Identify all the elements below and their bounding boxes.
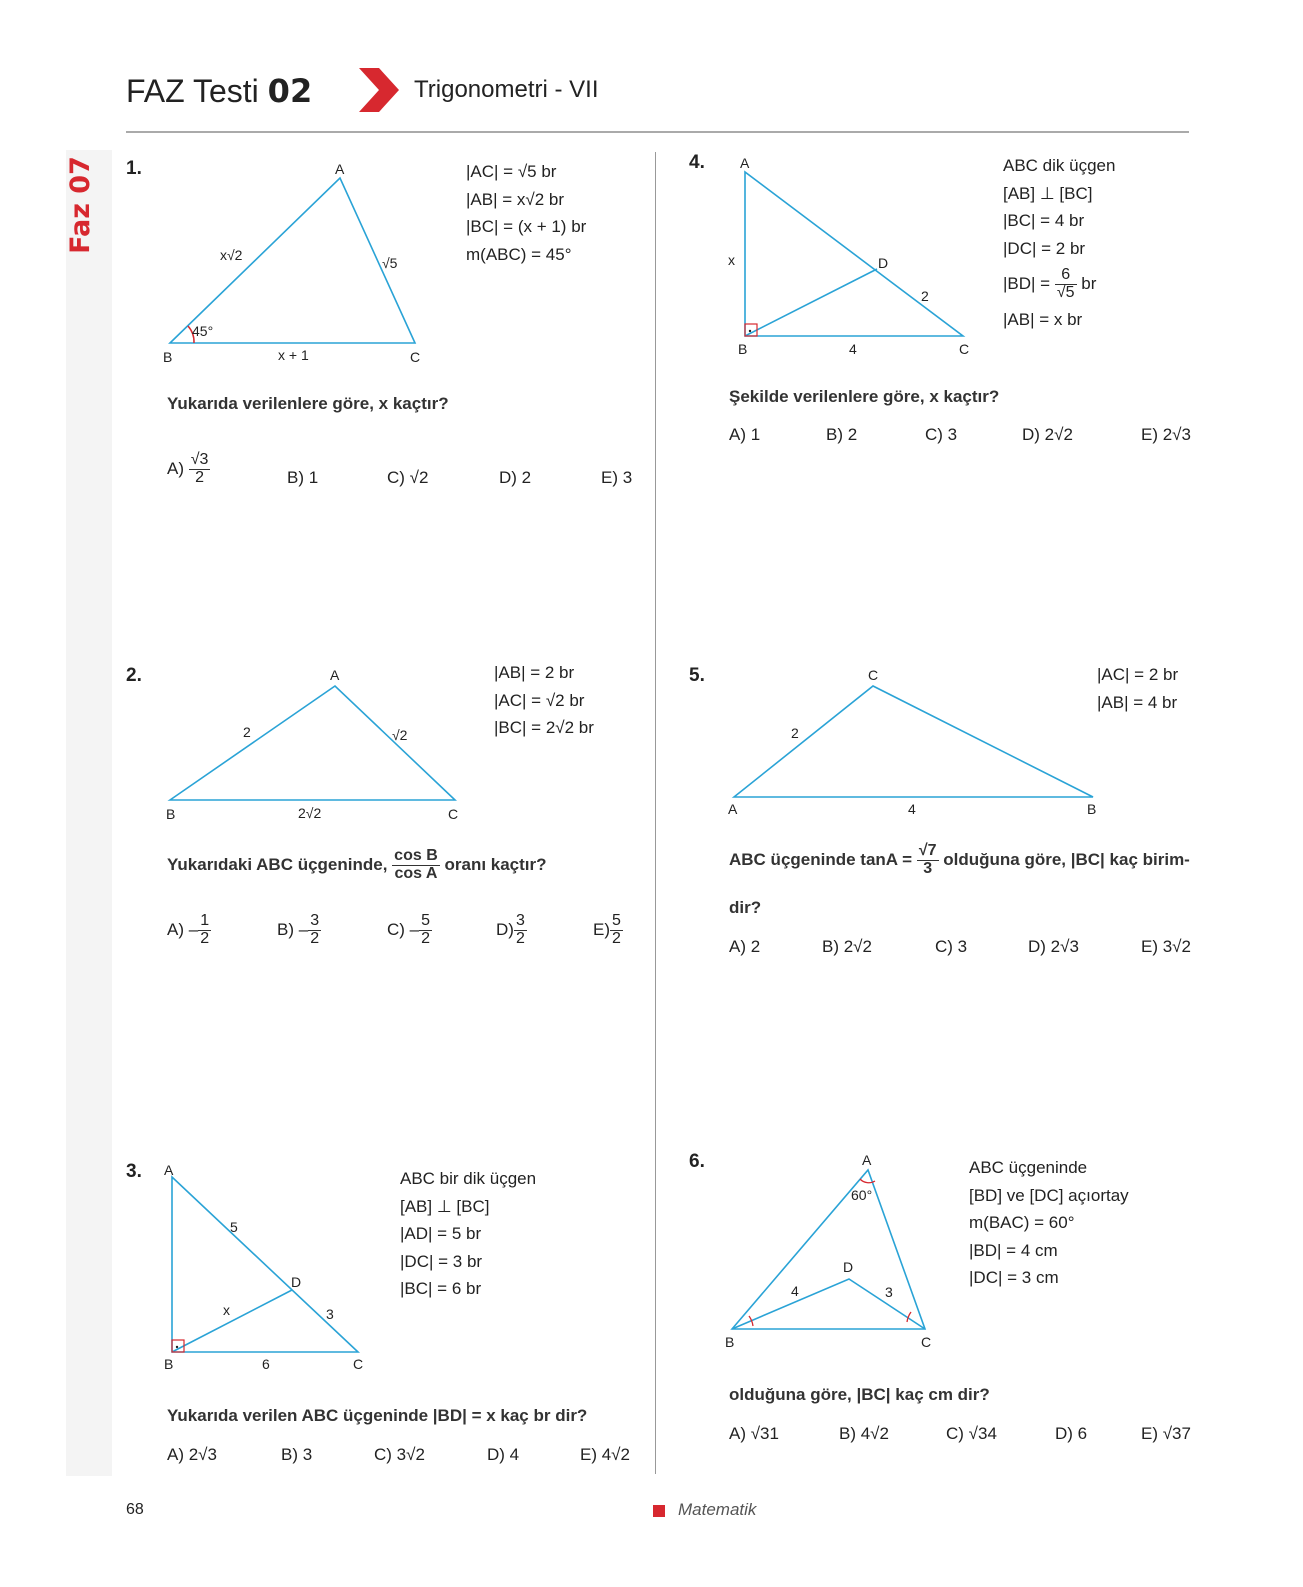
given-line: |AC| = √5 br (466, 162, 557, 181)
vertex-b: B (725, 1334, 735, 1350)
option-b[interactable]: B) 2√2 (822, 937, 872, 956)
given-line: |AB| = x br (1003, 310, 1083, 329)
option-e[interactable]: E) 2√3 (1141, 425, 1191, 444)
fraction: $\frac{\text{cos B}}{\text{cos A}}$ (394, 847, 438, 882)
vertex-b: B (166, 806, 176, 822)
question-number: 4. (689, 152, 705, 173)
option-d[interactable]: D) $\frac{3}{2}$ (496, 912, 525, 947)
q3-given (400, 1165, 536, 1303)
option-b[interactable]: B) 1 (287, 468, 319, 487)
option-a[interactable] (167, 452, 210, 487)
header-divider (126, 131, 1189, 133)
side-bc: 4 (849, 341, 857, 357)
red-square-icon (653, 1505, 665, 1517)
question-number: 1. (126, 158, 142, 179)
q3-question: Yukarıda verilen ABC üçgeninde |BD| = x kaç br dir? (167, 1406, 588, 1425)
given-line: m(BAC) = 60° (969, 1213, 1075, 1232)
q6-question: olduğuna göre, |BC| kaç cm dir? (729, 1385, 990, 1404)
side-dc: 3 (885, 1284, 893, 1300)
option-b[interactable]: B) 3 (281, 1445, 313, 1464)
option-e[interactable]: E) 3 (601, 468, 633, 487)
q5-triangle-figure (725, 664, 1105, 824)
test-number: 02 (267, 72, 313, 110)
option-c[interactable]: C) – $\frac{5}{2}$ (387, 912, 431, 947)
given-line: |BC| = 2√2 br (494, 718, 594, 737)
option-c[interactable]: C) √34 (946, 1424, 997, 1443)
question-number: 5. (689, 665, 705, 686)
q2-given (494, 659, 594, 742)
q4-triangle-figure (725, 152, 975, 362)
vertex-a: A (330, 667, 340, 683)
q2-triangle-figure (160, 664, 470, 824)
vertex-b: B (738, 341, 748, 357)
option-d[interactable]: D) 4 (487, 1445, 520, 1464)
side-ad: 5 (230, 1219, 238, 1235)
given-line: |DC| = 3 cm (969, 1268, 1059, 1287)
test-title (126, 72, 312, 110)
given-line: |BD| = 4 cm (969, 1240, 1058, 1260)
vertex-c: C (959, 341, 970, 357)
q4-question: Şekilde verilenlere göre, x kaçtır? (729, 387, 1000, 406)
page-number: 68 (126, 1501, 144, 1518)
side-bc: 6 (262, 1356, 270, 1372)
given-line: |BC| = 4 br (1003, 211, 1085, 230)
side-ab: x (728, 252, 735, 268)
angle-label: 60° (851, 1187, 873, 1203)
vertex-d: D (878, 255, 889, 271)
option-c[interactable]: C) √2 (387, 468, 429, 487)
side-ac: 2 (791, 725, 799, 741)
side-bc: 2√2 (298, 805, 322, 821)
fraction: $\frac{√7}{3}$ (918, 842, 937, 877)
q5-given (1097, 661, 1178, 716)
option-e[interactable]: E) 3√2 (1141, 937, 1191, 956)
side-bd: 4 (791, 1283, 799, 1299)
q6-given (969, 1154, 1129, 1292)
vertex-b: B (163, 349, 173, 365)
option-d[interactable]: D) 2√3 (1028, 937, 1079, 956)
given-line: ABC dik üçgen (1003, 156, 1116, 175)
vertex-c: C (410, 349, 421, 365)
option-a[interactable]: A) 2√3 (167, 1445, 217, 1464)
q1-given (466, 158, 586, 268)
option-c[interactable]: C) 3 (935, 937, 968, 956)
side-ac: √5 (382, 255, 398, 271)
given-line: [BD] ve [DC] açıortay (969, 1185, 1129, 1205)
side-ab: 2 (243, 724, 251, 740)
given-line: |DC| = 3 br (400, 1251, 483, 1271)
angle-label: 45° (192, 323, 214, 339)
test-subtitle: Trigonometri - VII (414, 76, 599, 103)
fraction: $\frac{5}{2}$ (421, 912, 431, 947)
question-number: 6. (689, 1151, 705, 1172)
vertex-a: A (862, 1152, 872, 1168)
vertex-b: B (164, 1356, 174, 1372)
given-line: |AB| = 2 br (494, 663, 575, 682)
side-ab: x√2 (220, 247, 243, 263)
option-c[interactable]: C) 3 (925, 425, 958, 444)
side-ac: √2 (392, 727, 408, 743)
option-b[interactable]: B) 2 (826, 425, 858, 444)
vertex-c: C (868, 667, 879, 683)
svg-text:Faz 07: Faz 07 (65, 156, 96, 254)
given-line: ABC üçgeninde (969, 1158, 1088, 1177)
vertex-d: D (291, 1274, 302, 1290)
given-line: |BC| = 6 br (400, 1279, 482, 1298)
option-label: A) (167, 458, 184, 478)
option-d[interactable]: D) 2 (499, 468, 532, 487)
column-divider (655, 152, 656, 1474)
option-a[interactable]: A) 2 (729, 937, 761, 956)
fraction: $\frac{6}{√5}$ (1056, 266, 1075, 302)
option-e[interactable]: E) $\frac{5}{2}$ (593, 912, 621, 947)
option-a[interactable]: A) 1 (729, 425, 761, 444)
fraction: $\frac{3}{2}$ (515, 912, 525, 947)
option-a[interactable]: A) – $\frac{1}{2}$ (167, 912, 210, 947)
option-c[interactable]: C) 3√2 (374, 1445, 425, 1464)
q6-triangle-figure (725, 1152, 955, 1357)
option-e[interactable]: E) 4√2 (580, 1445, 630, 1464)
side-dc: 2 (921, 288, 929, 304)
side-strip (66, 150, 112, 1476)
vertex-a: A (335, 161, 345, 177)
option-d[interactable]: D) 6 (1055, 1424, 1088, 1443)
given-line: |BC| = (x + 1) br (466, 217, 587, 236)
given-line: |DC| = 2 br (1003, 238, 1086, 258)
vertex-d: D (843, 1259, 854, 1275)
q1-triangle-figure (160, 158, 440, 368)
given-line: |AC| = 2 br (1097, 665, 1179, 684)
given-line: |AD| = 5 br (400, 1224, 482, 1243)
vertex-b: B (1087, 801, 1097, 817)
option-a[interactable]: A) √31 (729, 1424, 779, 1443)
vertex-a: A (164, 1162, 174, 1178)
vertex-a: A (728, 801, 738, 817)
q1-question: Yukarıda verilenlere göre, x kaçtır? (167, 394, 449, 413)
given-line: [AB] ⊥ [BC] (400, 1196, 490, 1216)
given-line: m(ABC) = 45° (466, 244, 572, 264)
side-bd: x (223, 1302, 230, 1318)
option-d[interactable]: D) 2√2 (1022, 425, 1073, 444)
side-bc: x + 1 (278, 347, 309, 363)
q3-triangle-figure (160, 1163, 370, 1373)
vertex-c: C (353, 1356, 364, 1372)
fraction: $\frac{5}{2}$ (612, 912, 621, 947)
q4-given (1003, 152, 1115, 334)
option-b[interactable]: B) – $\frac{3}{2}$ (277, 912, 320, 947)
red-chevron-icon (357, 66, 401, 114)
given-line: ABC bir dik üçgen (400, 1169, 537, 1188)
q5-question-line2: dir? (729, 898, 762, 917)
q5-question: ABC üçgeninde tanA = $\frac{√7}{3}$ olduğuna göre, |BC| kaç birim- (729, 842, 1190, 877)
side-dc: 3 (326, 1306, 334, 1322)
vertex-a: A (740, 155, 750, 171)
given-line: |AC| = √2 br (494, 690, 585, 710)
subject-label: Matematik (678, 1500, 757, 1519)
fraction: $\frac{1}{2}$ (200, 912, 210, 947)
sidebar-faz-label (65, 150, 106, 260)
vertex-c: C (448, 806, 459, 822)
side-ab: 4 (908, 801, 916, 817)
given-line: [AB] ⊥ [BC] (1003, 183, 1093, 203)
given-line: |AB| = 4 br (1097, 692, 1178, 712)
vertex-c: C (921, 1334, 932, 1350)
fraction: $\frac{√3}{2}$ (190, 451, 209, 486)
question-number: 2. (126, 665, 142, 686)
option-e[interactable]: E) √37 (1141, 1424, 1191, 1443)
q2-question: Yukarıdaki ABC üçgeninde, $\frac{\text{cos B}}{\text{cos A}}$ oranı kaçtır? (167, 847, 547, 882)
test-title-prefix: FAZ Testi (126, 73, 259, 109)
question-number: 3. (126, 1161, 142, 1182)
given-line: |AB| = x√2 br (466, 189, 565, 209)
option-b[interactable]: B) 4√2 (839, 1424, 889, 1443)
fraction: $\frac{3}{2}$ (310, 912, 320, 947)
given-line-bd: |BD| = $\frac{6}{√5}$ br (1003, 266, 1097, 302)
